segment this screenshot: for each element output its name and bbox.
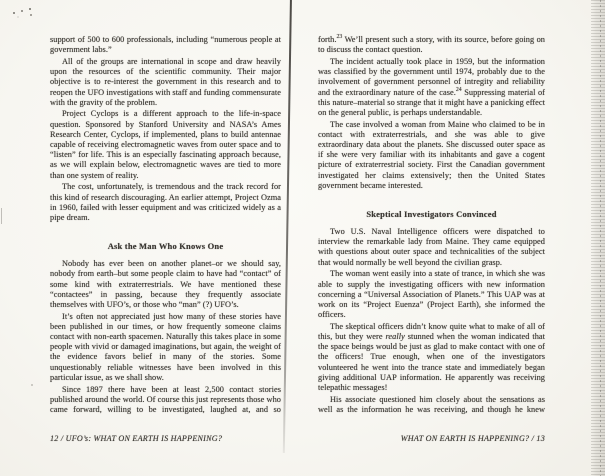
- paragraph: It’s often not appreciated just how many of these stories have been published in our times, or how frequently someone claims contact with non-earth spacemen. Naturally this takes place in some people with vivid or damaged imaginations, but again, the weight of the evidence favors belief in many of the stories. Some unquestionably reliable witnesses have been involved in this particular issue, as we shall show.: [50, 311, 281, 382]
- paragraph: Project Cyclops is a different approach to the life-in-space question. Sponsored by Stanford University and NASA’s Ames Research Center, Cyclops, if implemented, plans to build antennae capable of receiving electromagnetic waves from outer space and to “listen” for life. This is an especially fascinating approach because, as we will explain below, electromagnetic waves are tied to more than one system of reality.: [50, 109, 281, 180]
- paragraph-text: The incident actually took place in 1959, but the information was classified by the government until 1974, probably due to the involvement of government personnel of intregity and reliability and the extraordinary nature of the case.: [318, 56, 545, 97]
- paragraph: [318, 322, 545, 393]
- paragraph: [318, 57, 545, 118]
- paragraph-text: Suppressing material of this nature–material so strange that it might have a panicking effect on the general public, is perhaps understandable.: [318, 87, 545, 117]
- paragraph: [318, 35, 545, 55]
- section-heading: Ask the Man Who Knows One: [107, 241, 224, 252]
- paragraph-text: The skeptical officers didn’t know quite what to make of all of this, but they were: [318, 321, 545, 342]
- section-heading: Skeptical Investigators Convinced: [366, 209, 497, 220]
- right-page: [318, 35, 545, 417]
- paragraph: Nobody has ever been on another planet–or we should say, nobody from earth–but some people claim to have had “contact” of some kind with extraterrestrials. We have mentioned these “contactees” in passing, because they frequently associate themselves with UFO’s, or those who “man” (?) UFO’s.: [50, 259, 281, 309]
- footnote-ref: 23: [336, 34, 343, 41]
- paragraph: The case involved a woman from Maine who claimed to be in contact with extraterrestrials, and she was able to give extraordinary data about the planets. She discussed outer space as if she were very familiar with its inhabitants and gave a cogent picture of extraterrestrial society. First the Canadian government investigated her claims extensively; then the United States government became interested.: [318, 119, 545, 190]
- paragraph: support of 500 to 600 professionals, including “numerous people at government labs.”: [50, 35, 281, 55]
- paragraph-text: stunned when the woman indicated that the space beings would be just as glad to make contact with one of the officers! True enough, when one of the investigators volunteered he went into the trance state and immediately began giving additional UAP information. He apparently was receiving telepathic messages!: [318, 332, 545, 393]
- paragraph-text: We’ll present such a story, with its source, before going on to discuss the contact question.: [318, 35, 545, 55]
- paragraph: Two U.S. Naval Intelligence officers were dispatched to interview the remarkable lady from Maine. They came equipped with questions about outer space and technicalities of the subject that would normally be well beyond the civilian grasp.: [318, 227, 545, 267]
- pencil-marks: [13, 12, 15, 14]
- paragraph: Since 1897 there have been at least 2,500 contact stories published around the world. Of course this just represents those who came forward, willing to be investigated, laughed at, and so: [50, 384, 281, 414]
- footnote-ref: 24: [455, 86, 462, 93]
- scan-speck: [31, 384, 33, 386]
- paragraph: All of the groups are international in scope and draw heavily upon the resources of the scientific community. Their major objective is to re-interest the government in this research and to reopen the UFO investigations with staff and funding commensurate with the gravity of the problem.: [50, 56, 281, 107]
- emphasis-text: really: [385, 332, 405, 342]
- left-page-footer: 12 / UFO’s: WHAT ON EARTH IS HAPPENING?: [50, 434, 223, 443]
- paragraph: His associate questioned him closely about the sensations as well as the information he was receiving, and though he knew: [318, 394, 545, 414]
- left-page: [50, 35, 281, 417]
- paragraph: The cost, unfortunately, is tremendous and the track record for this kind of research discouraging. An earlier attempt, Project Ozma in 1960, failed with lesser equipment and was criticized widely as a pipe dream.: [50, 182, 281, 222]
- paragraph: The woman went easily into a state of trance, in which she was able to supply the investigating officers with new information concerning a “Universal Association of Planets.” This UAP was at work on its “Project Euenza” (Project Earth), she informed the officers.: [318, 269, 545, 320]
- book-fore-edge: [591, 0, 605, 476]
- page-gutter-line: [283, 0, 292, 453]
- book-fore-edge-line: [600, 0, 601, 476]
- scan-speck: [1, 208, 2, 224]
- paragraph-text: forth.: [318, 35, 337, 44]
- right-page-footer: WHAT ON EARTH IS HAPPENING? / 13: [400, 434, 545, 443]
